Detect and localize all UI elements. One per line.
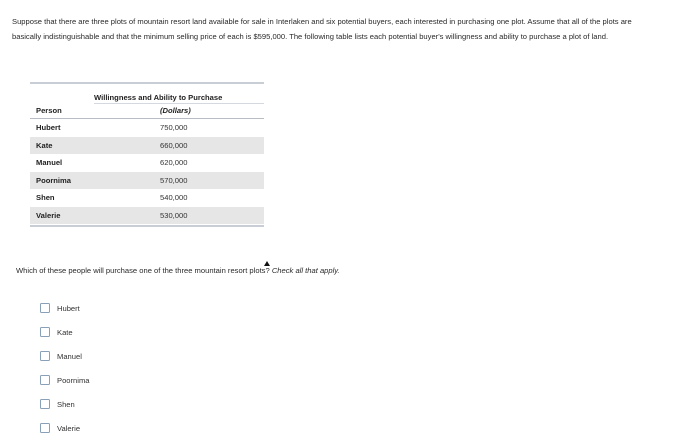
person-name: Hubert — [36, 123, 61, 132]
option-shen[interactable] — [40, 392, 90, 416]
checkbox-icon[interactable] — [40, 327, 50, 337]
table-row — [30, 154, 264, 172]
table-row — [30, 172, 264, 190]
person-value: 660,000 — [160, 140, 188, 150]
option-label: Shen — [57, 399, 75, 409]
table-header — [30, 84, 264, 119]
option-label: Valerie — [57, 423, 81, 433]
question-instruction: Check all that apply. — [271, 266, 340, 275]
person-value: 530,000 — [160, 210, 188, 220]
table-bottom-rule — [30, 225, 264, 227]
person-value: 570,000 — [160, 175, 188, 185]
checkbox-icon[interactable] — [40, 375, 50, 385]
option-label: Manuel — [57, 351, 82, 361]
column-title: Willingness and Ability to Purchase — [94, 93, 223, 102]
table-row — [30, 207, 264, 225]
table-row — [30, 189, 264, 207]
option-label: Hubert — [57, 303, 80, 313]
option-label: Poornima — [57, 375, 90, 385]
checkbox-icon[interactable] — [40, 303, 50, 313]
person-name: Manuel — [36, 158, 63, 167]
question-text: Which of these people will purchase one of the three mountain resort plots? — [16, 266, 270, 275]
column-unit: (Dollars) — [160, 106, 191, 115]
option-kate[interactable] — [40, 320, 90, 344]
person-name: Kate — [36, 140, 53, 150]
problem-intro: Suppose that there are three plots of mountain resort land available for sale in Interlaken and six potential buyers, each interested in purchasing one plot. Assume that all of the plots are basically indistinguishable and that the minimum selling price of each is $595,000. The following table lists each potential buyer's willingness and ability to purchase a plot of land. — [12, 17, 632, 41]
option-label: Kate — [57, 327, 73, 337]
checkbox-icon[interactable] — [40, 351, 50, 361]
willingness-table — [30, 82, 264, 227]
option-valerie[interactable] — [40, 416, 90, 440]
person-value: 540,000 — [160, 193, 188, 202]
column-person: Person — [36, 106, 62, 115]
option-manuel[interactable] — [40, 344, 90, 368]
question-prompt — [16, 266, 340, 275]
table-row — [30, 137, 264, 155]
table-row — [30, 119, 264, 137]
option-poornima[interactable] — [40, 368, 90, 392]
option-hubert[interactable] — [40, 296, 90, 320]
checkbox-icon[interactable] — [40, 423, 50, 433]
person-value: 620,000 — [160, 158, 188, 167]
mouse-cursor-icon — [264, 261, 270, 266]
header-divider — [94, 103, 264, 104]
person-name: Shen — [36, 193, 55, 202]
answer-options — [40, 296, 90, 440]
checkbox-icon[interactable] — [40, 399, 50, 409]
person-value: 750,000 — [160, 123, 188, 132]
person-name: Poornima — [36, 175, 72, 185]
person-name: Valerie — [36, 210, 61, 220]
